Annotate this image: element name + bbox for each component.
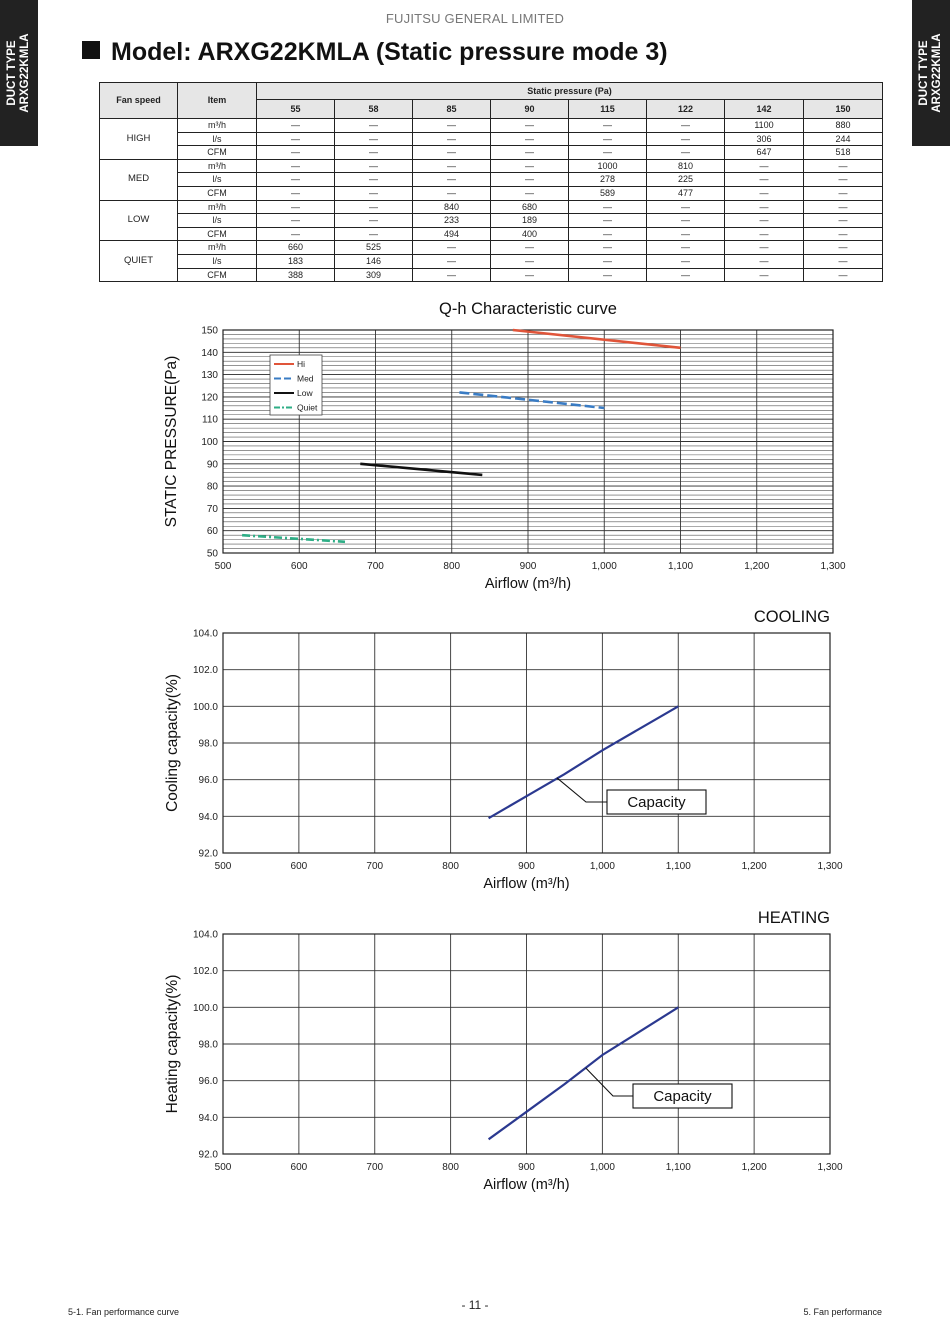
y-tick-label: 130 (201, 370, 218, 382)
value-cell: 810 (647, 159, 725, 173)
legend-label: Low (297, 388, 313, 398)
x-tick-label: 500 (214, 1162, 232, 1173)
x-tick-label: 700 (366, 1162, 384, 1173)
x-tick-label: 900 (519, 561, 537, 572)
value-cell: — (335, 132, 413, 146)
table-row (100, 119, 883, 133)
value-cell: — (257, 214, 335, 228)
value-cell: 494 (413, 227, 491, 241)
y-tick-label: 96.0 (198, 1076, 218, 1088)
x-tick-label: 600 (290, 1162, 308, 1173)
value-cell: — (569, 119, 647, 133)
value-cell: — (569, 268, 647, 282)
value-cell: — (725, 173, 804, 187)
value-cell: — (491, 254, 569, 268)
y-tick-label: 102.0 (192, 966, 218, 978)
value-cell: — (413, 132, 491, 146)
item-cell: l/s (178, 214, 257, 228)
value-cell: — (257, 200, 335, 214)
value-cell: 183 (257, 254, 335, 268)
value-cell: — (725, 268, 804, 282)
value-cell: — (569, 241, 647, 255)
item-cell: m³/h (178, 159, 257, 173)
y-tick-label: 110 (202, 414, 218, 426)
value-cell: — (335, 200, 413, 214)
value-cell: 880 (804, 119, 883, 133)
item-header: Item (178, 83, 257, 119)
value-cell: — (569, 132, 647, 146)
value-cell: — (257, 146, 335, 160)
x-tick-label: 1,200 (744, 561, 770, 572)
chart-grid (223, 633, 830, 853)
value-cell: 477 (647, 186, 725, 200)
chart-grid (223, 934, 830, 1154)
x-tick-label: 1,100 (667, 561, 694, 572)
value-cell: — (491, 173, 569, 187)
legend-label: Quiet (297, 402, 318, 413)
callout-label: Capacity (653, 1088, 712, 1105)
value-cell: — (647, 119, 725, 133)
value-cell: — (257, 186, 335, 200)
series-line-quiet (242, 535, 345, 542)
value-cell: — (647, 227, 725, 241)
value-cell: — (257, 159, 335, 173)
value-cell: — (335, 146, 413, 160)
chart-legend (270, 355, 322, 415)
x-tick-label: 800 (442, 861, 459, 872)
callout-leader-line (586, 1068, 633, 1096)
x-tick-label: 1,300 (820, 561, 846, 572)
value-cell: — (804, 159, 883, 173)
qh-characteristic-chart (0, 295, 950, 605)
value-cell: 388 (257, 268, 335, 282)
y-tick-label: 70 (206, 503, 218, 515)
value-cell: — (647, 241, 725, 255)
y-tick-label: 150 (201, 325, 218, 337)
value-cell: 306 (725, 132, 804, 146)
value-cell: 233 (413, 214, 491, 228)
table-row (100, 159, 883, 173)
y-tick-label: 90 (206, 459, 218, 471)
y-tick-label: 100 (201, 437, 218, 448)
fan-speed-cell: LOW (100, 200, 178, 241)
y-axis-label: STATIC PRESSURE(Pa) (163, 355, 180, 528)
value-cell: — (257, 173, 335, 187)
x-tick-label: 900 (518, 1162, 535, 1173)
value-cell: — (725, 241, 804, 255)
y-tick-label: 92.0 (198, 848, 218, 860)
table-row (100, 268, 883, 282)
table-row (100, 186, 883, 200)
y-tick-label: 104.0 (192, 929, 218, 941)
x-tick-label: 700 (366, 861, 384, 872)
pressure-header-cell: 85 (413, 100, 491, 119)
value-cell: — (647, 268, 725, 282)
pressure-header-cell: 58 (335, 100, 413, 119)
item-cell: m³/h (178, 200, 257, 214)
value-cell: — (725, 200, 804, 214)
value-cell: 840 (413, 200, 491, 214)
item-cell: l/s (178, 254, 257, 268)
fan-performance-table (99, 82, 883, 282)
value-cell: — (804, 214, 883, 228)
x-tick-label: 1,300 (817, 1162, 843, 1173)
value-cell: — (491, 159, 569, 173)
y-tick-label: 120 (201, 392, 218, 404)
pressure-header-cell: 115 (569, 100, 647, 119)
value-cell: — (569, 214, 647, 228)
item-cell: l/s (178, 132, 257, 146)
pressure-header-cell: 122 (647, 100, 725, 119)
x-tick-label: 800 (443, 561, 461, 572)
x-tick-label: 1,300 (817, 861, 843, 872)
value-cell: — (413, 146, 491, 160)
value-cell: — (804, 200, 883, 214)
y-tick-label: 98.0 (198, 1039, 218, 1051)
value-cell: — (804, 227, 883, 241)
y-tick-label: 100.0 (192, 701, 218, 713)
x-tick-label: 500 (214, 561, 232, 572)
value-cell: — (257, 132, 335, 146)
value-cell: — (335, 159, 413, 173)
page-number: - 11 - (461, 1298, 489, 1312)
pressure-header-cell: 55 (257, 100, 335, 119)
y-tick-label: 94.0 (198, 811, 218, 823)
value-cell: 1100 (725, 119, 804, 133)
value-cell: 278 (569, 173, 647, 187)
item-cell: l/s (178, 173, 257, 187)
value-cell: 1000 (569, 159, 647, 173)
value-cell: — (647, 214, 725, 228)
x-axis-label: Airflow (m³/h) (484, 576, 572, 592)
fan-speed-cell: HIGH (100, 119, 178, 160)
value-cell: — (257, 119, 335, 133)
value-cell: — (335, 119, 413, 133)
callout-label: Capacity (627, 794, 686, 811)
value-cell: 525 (335, 241, 413, 255)
y-tick-label: 102.0 (192, 665, 218, 677)
fan-speed-header: Fan speed (100, 83, 178, 119)
side-tab-line1: DUCT TYPE (918, 40, 930, 106)
item-cell: CFM (178, 146, 257, 160)
value-cell: 309 (335, 268, 413, 282)
chart-title: Q-h Characteristic curve (439, 300, 617, 318)
static-pressure-header: Static pressure (Pa) (257, 83, 883, 100)
value-cell: — (725, 186, 804, 200)
value-cell: — (569, 146, 647, 160)
value-cell: — (491, 146, 569, 160)
value-cell: — (725, 159, 804, 173)
table-row (100, 227, 883, 241)
value-cell: — (413, 241, 491, 255)
table-row (100, 254, 883, 268)
x-tick-label: 1,000 (589, 1162, 615, 1173)
legend-label: Hi (297, 359, 306, 369)
x-tick-label: 900 (518, 861, 535, 872)
heating-capacity-chart (0, 903, 950, 1203)
x-tick-label: 700 (367, 561, 384, 572)
value-cell: — (647, 200, 725, 214)
value-cell: — (335, 186, 413, 200)
side-tab-line2: ARXG22KMLA (19, 33, 31, 113)
chart-title: COOLING (753, 608, 830, 626)
fan-speed-cell: MED (100, 159, 178, 200)
x-tick-label: 600 (290, 861, 308, 872)
item-cell: CFM (178, 186, 257, 200)
chart-title: HEATING (757, 909, 830, 927)
y-tick-label: 104.0 (192, 628, 218, 640)
x-tick-label: 1,000 (591, 561, 617, 572)
value-cell: — (804, 173, 883, 187)
x-axis-label: Airflow (m³/h) (483, 876, 570, 892)
value-cell: — (413, 268, 491, 282)
value-cell: — (569, 227, 647, 241)
y-tick-label: 80 (206, 481, 218, 493)
pressure-header-cell: 150 (804, 100, 883, 119)
value-cell: — (491, 186, 569, 200)
callout-leader-line (557, 778, 607, 802)
value-cell: 518 (804, 146, 883, 160)
x-tick-label: 500 (214, 861, 232, 872)
value-cell: — (804, 186, 883, 200)
value-cell: — (335, 214, 413, 228)
value-cell: — (491, 119, 569, 133)
value-cell: — (491, 132, 569, 146)
value-cell: — (804, 268, 883, 282)
y-tick-label: 92.0 (198, 1149, 218, 1161)
value-cell: — (569, 254, 647, 268)
value-cell: — (804, 254, 883, 268)
y-tick-label: 100.0 (192, 1002, 218, 1014)
x-tick-label: 1,200 (741, 1162, 767, 1173)
x-tick-label: 800 (442, 1162, 459, 1173)
value-cell: 189 (491, 214, 569, 228)
value-cell: — (647, 132, 725, 146)
table-row (100, 132, 883, 146)
value-cell: — (413, 186, 491, 200)
value-cell: — (491, 241, 569, 255)
x-tick-label: 1,200 (741, 861, 767, 872)
table-row (100, 146, 883, 160)
pressure-header-cell: 90 (491, 100, 569, 119)
x-axis-label: Airflow (m³/h) (483, 1177, 570, 1193)
x-tick-label: 1,100 (665, 1162, 691, 1173)
value-cell: — (413, 254, 491, 268)
value-cell: 589 (569, 186, 647, 200)
y-tick-label: 50 (206, 548, 218, 560)
table-row (100, 173, 883, 187)
value-cell: — (647, 254, 725, 268)
value-cell: — (257, 227, 335, 241)
value-cell: — (413, 119, 491, 133)
footer-section-label: 5-1. Fan performance curve (68, 1307, 180, 1317)
footer-chapter-label: 5. Fan performance (803, 1307, 882, 1317)
table-row (100, 200, 883, 214)
value-cell: 680 (491, 200, 569, 214)
pressure-header-cell: 142 (725, 100, 804, 119)
table-row (100, 214, 883, 228)
x-tick-label: 1,000 (589, 861, 615, 872)
value-cell: 244 (804, 132, 883, 146)
company-header: FUJITSU GENERAL LIMITED (385, 11, 565, 26)
legend-label: Med (297, 373, 314, 384)
y-tick-label: 60 (206, 526, 218, 538)
value-cell: — (569, 200, 647, 214)
value-cell: — (335, 227, 413, 241)
value-cell: 146 (335, 254, 413, 268)
series-line-low (360, 464, 482, 475)
value-cell: — (647, 146, 725, 160)
page-title (82, 38, 668, 67)
x-tick-label: 600 (290, 561, 308, 572)
page-title-text: Model: ARXG22KMLA (Static pressure mode 3) (111, 38, 668, 66)
value-cell: 647 (725, 146, 804, 160)
value-cell: — (725, 214, 804, 228)
value-cell: — (725, 254, 804, 268)
y-tick-label: 96.0 (198, 775, 218, 787)
value-cell: — (335, 173, 413, 187)
side-tab-line1: DUCT TYPE (6, 40, 18, 106)
value-cell: — (413, 159, 491, 173)
fan-speed-cell: QUIET (100, 241, 178, 282)
y-tick-label: 94.0 (198, 1112, 218, 1124)
table-row (100, 241, 883, 255)
value-cell: — (804, 241, 883, 255)
item-cell: m³/h (178, 241, 257, 255)
series-line-capacity (489, 1007, 679, 1139)
value-cell: 400 (491, 227, 569, 241)
y-tick-label: 140 (201, 347, 218, 359)
y-axis-label: Cooling capacity(%) (164, 674, 181, 812)
item-cell: m³/h (178, 119, 257, 133)
item-cell: CFM (178, 268, 257, 282)
value-cell: 225 (647, 173, 725, 187)
value-cell: 660 (257, 241, 335, 255)
item-cell: CFM (178, 227, 257, 241)
y-axis-label: Heating capacity(%) (164, 974, 181, 1114)
x-tick-label: 1,100 (665, 861, 691, 872)
value-cell: — (413, 173, 491, 187)
value-cell: — (491, 268, 569, 282)
y-tick-label: 98.0 (198, 738, 218, 750)
square-bullet-icon (82, 41, 100, 59)
cooling-capacity-chart (0, 602, 950, 902)
value-cell: — (725, 227, 804, 241)
side-tab-line2: ARXG22KMLA (931, 33, 943, 113)
